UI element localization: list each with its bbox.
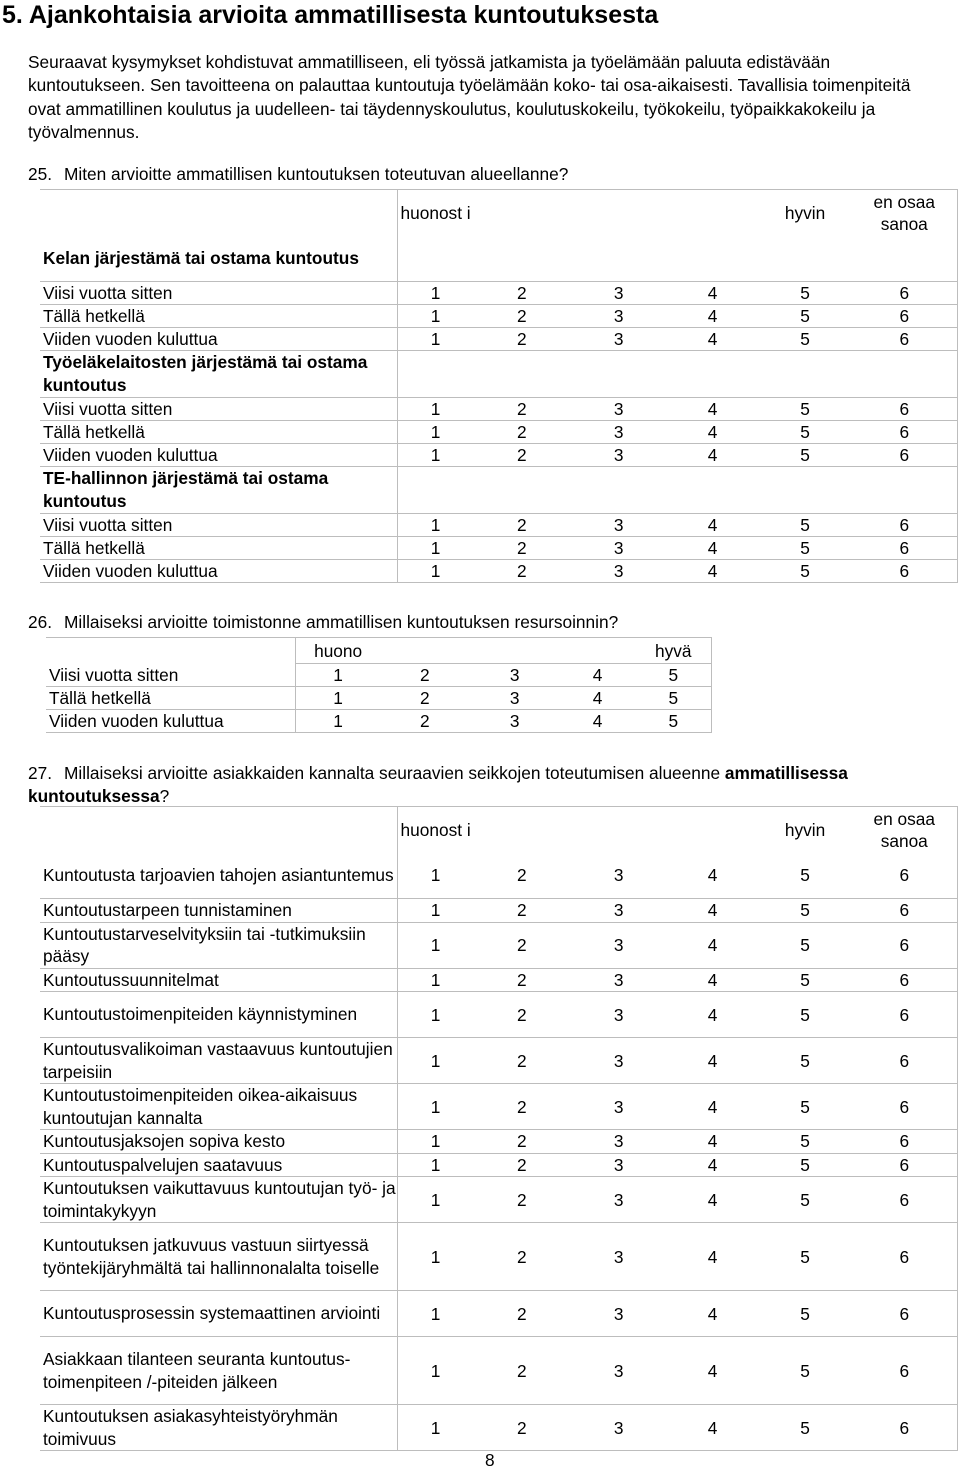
scale-mid-label: hyvin (784, 202, 826, 223)
scale-option: 2 (473, 444, 571, 467)
row-label: Kuntoutustoimenpiteiden käynnistyminen (40, 992, 398, 1038)
row-label: Kuntoutuksen asiakasyhteistyöryhmän toimivuus (40, 1405, 398, 1451)
scale-option: 4 (667, 1291, 759, 1337)
scale-option: 1 (398, 1177, 473, 1223)
scale-option: 5 (759, 514, 852, 537)
row-label: Viiden vuoden kuluttua (40, 328, 398, 351)
header-spacer (667, 190, 759, 236)
header-spacer (560, 638, 636, 664)
q25-answer-row (40, 282, 958, 305)
q27-answer-row (40, 1038, 958, 1084)
q27-answer-row (40, 1084, 958, 1130)
scale-option: 3 (571, 1405, 667, 1451)
header-spacer (571, 807, 667, 853)
q25-group-row (40, 351, 958, 398)
scale-option: 6 (852, 421, 958, 444)
scale-option: 6 (852, 1130, 958, 1154)
scale-option: 3 (571, 560, 667, 583)
scale-option: 2 (473, 1291, 571, 1337)
row-label: Tällä hetkellä (40, 537, 398, 560)
scale-option: 6 (852, 328, 958, 351)
question-number: 25. (28, 164, 53, 184)
q27-answer-row (40, 968, 958, 992)
scale-option: 5 (759, 282, 852, 305)
scale-option: 6 (852, 1038, 958, 1084)
scale-option: 5 (759, 560, 852, 583)
scale-option: 5 (759, 899, 852, 923)
scale-option: 5 (759, 444, 852, 467)
scale-option: 1 (398, 899, 473, 923)
scale-option: 6 (852, 1223, 958, 1291)
scale-option: 2 (380, 710, 470, 733)
scale-option: 3 (571, 282, 667, 305)
scale-option: 2 (473, 1130, 571, 1154)
row-label: Viisi vuotta sitten (46, 664, 296, 687)
scale-option: 6 (852, 282, 958, 305)
scale-option: 1 (398, 1130, 473, 1154)
scale-left-label: huonost i (400, 819, 471, 840)
scale-option: 3 (571, 853, 667, 899)
scale-option: 3 (571, 1153, 667, 1177)
scale-option: 3 (571, 1177, 667, 1223)
row-label: Tällä hetkellä (46, 687, 296, 710)
scale-option: 4 (667, 1038, 759, 1084)
scale-option: 1 (296, 687, 380, 710)
row-label: Kuntoutustoimenpiteiden oikea-aikaisuus kuntoutujan kannalta (40, 1084, 398, 1130)
scale-option: 1 (398, 1153, 473, 1177)
scale-option: 1 (398, 328, 473, 351)
scale-option: 2 (473, 922, 571, 968)
scale-option: 5 (759, 398, 852, 421)
q25-table (40, 189, 958, 583)
row-label: Tällä hetkellä (40, 305, 398, 328)
header-spacer (473, 190, 571, 236)
scale-option: 6 (852, 1405, 958, 1451)
q27-answer-row (40, 1177, 958, 1223)
scale-option: 2 (473, 1223, 571, 1291)
scale-option: 3 (571, 444, 667, 467)
row-label: Asiakkaan tilanteen seuranta kuntoutus-toimenpiteen /-piteiden jälkeen (40, 1337, 398, 1405)
header-spacer (40, 190, 398, 236)
q25-answer-row (40, 537, 958, 560)
scale-option: 2 (473, 992, 571, 1038)
scale-option: 6 (852, 853, 958, 899)
header-spacer (667, 807, 759, 853)
header-spacer (46, 638, 296, 664)
question-text: Millaiseksi arvioitte toimistonne ammatillisen kuntoutuksen resursoinnin? (64, 612, 619, 632)
scale-option: 3 (571, 305, 667, 328)
q25-header-row (40, 190, 958, 236)
scale-option: 5 (759, 328, 852, 351)
scale-option: 2 (473, 305, 571, 328)
question-25 (28, 163, 568, 186)
q25-group-row (40, 467, 958, 514)
scale-option: 5 (759, 992, 852, 1038)
scale-option: 4 (667, 560, 759, 583)
header-spacer (470, 638, 560, 664)
scale-option: 5 (759, 922, 852, 968)
scale-left-label: huono (296, 638, 380, 664)
scale-option: 4 (560, 687, 636, 710)
q27-answer-row (40, 1337, 958, 1405)
row-label: Viisi vuotta sitten (40, 282, 398, 305)
q25-answer-row (40, 560, 958, 583)
scale-option: 5 (636, 664, 712, 687)
scale-option: 3 (571, 992, 667, 1038)
scale-option: 5 (759, 1405, 852, 1451)
scale-option: 4 (667, 922, 759, 968)
q27-answer-row (40, 1153, 958, 1177)
question-text: Millaiseksi arvioitte asiakkaiden kannalta seuraavien seikkojen toteutumisen alueenne (64, 763, 721, 783)
q25-group-row (40, 236, 958, 282)
header-spacer (473, 807, 571, 853)
header-spacer (380, 638, 470, 664)
scale-option: 2 (473, 1153, 571, 1177)
scale-option: 1 (398, 444, 473, 467)
scale-option: 4 (667, 899, 759, 923)
scale-option: 6 (852, 1177, 958, 1223)
question-text-end: ? (159, 786, 170, 806)
scale-option: 6 (852, 1084, 958, 1130)
scale-option: 4 (560, 664, 636, 687)
q27-answer-row (40, 992, 958, 1038)
scale-option: 2 (473, 537, 571, 560)
q27-answer-row (40, 922, 958, 968)
scale-option: 1 (398, 853, 473, 899)
scale-option: 6 (852, 968, 958, 992)
scale-option: 6 (852, 514, 958, 537)
row-label: Kuntoutussuunnitelmat (40, 968, 398, 992)
scale-option: 2 (473, 1084, 571, 1130)
scale-option: 4 (667, 1337, 759, 1405)
q26-answer-row (46, 710, 712, 733)
scale-option: 1 (398, 968, 473, 992)
scale-option: 5 (759, 537, 852, 560)
q26-header-row (46, 638, 712, 664)
scale-option: 3 (571, 514, 667, 537)
scale-option: 4 (667, 1177, 759, 1223)
scale-option: 6 (852, 1291, 958, 1337)
scale-option: 1 (398, 1223, 473, 1291)
scale-option: 4 (667, 305, 759, 328)
q26-answer-row (46, 687, 712, 710)
scale-option: 4 (560, 710, 636, 733)
scale-option: 1 (398, 560, 473, 583)
header-spacer (40, 807, 398, 853)
scale-option: 5 (759, 1130, 852, 1154)
scale-option: 1 (398, 1405, 473, 1451)
q25-answer-row (40, 305, 958, 328)
scale-option: 5 (636, 710, 712, 733)
scale-right-label: hyvä (636, 638, 712, 664)
scale-option: 1 (398, 1291, 473, 1337)
scale-option: 3 (571, 968, 667, 992)
scale-option: 6 (852, 398, 958, 421)
scale-option: 2 (380, 664, 470, 687)
row-label: Kuntoutuspalvelujen saatavuus (40, 1153, 398, 1177)
row-label: Viisi vuotta sitten (40, 398, 398, 421)
scale-option: 4 (667, 514, 759, 537)
q27-header-row (40, 807, 958, 853)
scale-option: 5 (759, 1223, 852, 1291)
q27-answer-row (40, 1405, 958, 1451)
page-number: 8 (485, 1450, 495, 1470)
scale-option: 1 (296, 664, 380, 687)
scale-option: 3 (571, 1038, 667, 1084)
scale-option: 6 (852, 899, 958, 923)
scale-option: 4 (667, 398, 759, 421)
row-label: Kuntoutusvalikoiman vastaavuus kuntoutujien tarpeisiin (40, 1038, 398, 1084)
scale-option: 4 (667, 1084, 759, 1130)
scale-option: 4 (667, 282, 759, 305)
scale-option: 4 (667, 968, 759, 992)
scale-option: 4 (667, 444, 759, 467)
scale-option: 3 (571, 1084, 667, 1130)
scale-option: 2 (473, 514, 571, 537)
group-title: Työeläkelaitosten järjestämä tai ostama kuntoutus (40, 351, 398, 398)
scale-option: 4 (667, 537, 759, 560)
group-title: Kelan järjestämä tai ostama kuntoutus (40, 236, 398, 282)
scale-option: 1 (398, 1084, 473, 1130)
q27-table (40, 806, 958, 1451)
scale-option: 5 (759, 1084, 852, 1130)
row-label: Viiden vuoden kuluttua (40, 560, 398, 583)
q26-table (46, 637, 712, 733)
scale-option: 1 (398, 1337, 473, 1405)
scale-option: 4 (667, 1130, 759, 1154)
row-label: Kuntoutustarveselvityksiin tai -tutkimuksiin pääsy (40, 922, 398, 968)
scale-option: 2 (473, 1405, 571, 1451)
q27-answer-row (40, 853, 958, 899)
scale-option: 2 (473, 968, 571, 992)
question-number: 27. (28, 763, 53, 783)
question-text: Miten arvioitte ammatillisen kuntoutuksen toteutuvan alueellanne? (64, 164, 569, 184)
scale-option: 2 (473, 1337, 571, 1405)
group-spacer (398, 351, 958, 398)
scale-option: 2 (473, 560, 571, 583)
scale-option: 1 (398, 537, 473, 560)
scale-mid-label: hyvin (784, 819, 826, 840)
scale-option: 5 (759, 1337, 852, 1405)
row-label: Tällä hetkellä (40, 421, 398, 444)
scale-option: 2 (473, 853, 571, 899)
scale-option: 3 (571, 537, 667, 560)
row-label: Kuntoutuksen vaikuttavuus kuntoutujan työ- ja toimintakykyyn (40, 1177, 398, 1223)
scale-option: 5 (759, 853, 852, 899)
scale-option: 3 (470, 710, 560, 733)
row-label: Viisi vuotta sitten (40, 514, 398, 537)
scale-option: 4 (667, 421, 759, 444)
scale-right-label: en osaa sanoa (873, 808, 935, 851)
scale-option: 1 (398, 992, 473, 1038)
scale-option: 4 (667, 1405, 759, 1451)
row-label: Viiden vuoden kuluttua (46, 710, 296, 733)
q27-answer-row (40, 1130, 958, 1154)
scale-option: 3 (571, 421, 667, 444)
group-spacer (398, 236, 958, 282)
scale-option: 3 (571, 1291, 667, 1337)
row-label: Kuntoutusjaksojen sopiva kesto (40, 1130, 398, 1154)
question-26 (28, 611, 618, 634)
scale-option: 1 (398, 421, 473, 444)
group-spacer (398, 467, 958, 514)
row-label: Kuntoutusta tarjoavien tahojen asiantuntemus (40, 853, 398, 899)
scale-option: 3 (571, 398, 667, 421)
scale-option: 1 (398, 922, 473, 968)
scale-option: 3 (470, 664, 560, 687)
scale-option: 5 (759, 968, 852, 992)
row-label: Kuntoutuksen jatkuvuus vastuun siirtyessä työntekijäryhmältä tai hallinnonalalta toiselle (40, 1223, 398, 1291)
scale-option: 6 (852, 1153, 958, 1177)
question-number: 26. (28, 612, 53, 632)
scale-left-label: huonost i (400, 202, 471, 223)
scale-option: 5 (759, 1153, 852, 1177)
scale-option: 2 (473, 899, 571, 923)
scale-option: 3 (571, 899, 667, 923)
scale-option: 2 (473, 282, 571, 305)
section-title: 5. Ajankohtaisia arvioita ammatillisesta kuntoutuksesta (2, 1, 659, 29)
scale-option: 6 (852, 1337, 958, 1405)
group-title: TE-hallinnon järjestämä tai ostama kuntoutus (40, 467, 398, 514)
scale-option: 2 (380, 687, 470, 710)
scale-option: 1 (296, 710, 380, 733)
scale-option: 2 (473, 328, 571, 351)
scale-option: 1 (398, 398, 473, 421)
q25-answer-row (40, 421, 958, 444)
scale-option: 6 (852, 537, 958, 560)
scale-option: 6 (852, 560, 958, 583)
scale-option: 3 (571, 922, 667, 968)
q27-answer-row (40, 1223, 958, 1291)
scale-option: 5 (759, 1177, 852, 1223)
q26-answer-row (46, 664, 712, 687)
scale-option: 3 (571, 1337, 667, 1405)
scale-option: 1 (398, 305, 473, 328)
scale-option: 4 (667, 853, 759, 899)
scale-option: 6 (852, 444, 958, 467)
question-text-bold: ammatillisessa kuntoutuksessa (28, 763, 848, 806)
scale-option: 1 (398, 514, 473, 537)
scale-option: 3 (571, 328, 667, 351)
q25-answer-row (40, 514, 958, 537)
scale-option: 4 (667, 328, 759, 351)
q27-answer-row (40, 899, 958, 923)
scale-option: 4 (667, 1223, 759, 1291)
scale-option: 2 (473, 1038, 571, 1084)
scale-option: 2 (473, 421, 571, 444)
scale-option: 3 (571, 1223, 667, 1291)
scale-option: 4 (667, 992, 759, 1038)
scale-option: 1 (398, 282, 473, 305)
scale-option: 5 (759, 305, 852, 328)
q27-answer-row (40, 1291, 958, 1337)
q25-answer-row (40, 398, 958, 421)
intro-paragraph: Seuraavat kysymykset kohdistuvat ammatilliseen, eli työssä jatkamista ja työelämään paluuta edistävään kuntoutukseen. Sen tavoitteena on palauttaa kuntoutuja työelämään koko- tai osa-aikaisesti. Tavallisia toimenpiteitä ovat ammatillinen koulutus ja uudelleen- tai täydennyskoulutus, koulutuskokeilu, työkokeilu, työpaikkakokeilu ja työvalmennus. (28, 52, 911, 142)
q25-answer-row (40, 328, 958, 351)
scale-option: 1 (398, 1038, 473, 1084)
q25-answer-row (40, 444, 958, 467)
scale-option: 6 (852, 305, 958, 328)
scale-option: 5 (759, 1038, 852, 1084)
scale-option: 3 (571, 1130, 667, 1154)
scale-option: 2 (473, 398, 571, 421)
row-label: Kuntoutustarpeen tunnistaminen (40, 899, 398, 923)
scale-option: 2 (473, 1177, 571, 1223)
row-label: Kuntoutusprosessin systemaattinen arviointi (40, 1291, 398, 1337)
scale-option: 5 (759, 421, 852, 444)
scale-option: 6 (852, 992, 958, 1038)
scale-right-label: en osaa sanoa (873, 191, 935, 234)
scale-option: 5 (636, 687, 712, 710)
scale-option: 3 (470, 687, 560, 710)
question-27 (28, 762, 928, 808)
scale-option: 5 (759, 1291, 852, 1337)
row-label: Viiden vuoden kuluttua (40, 444, 398, 467)
scale-option: 6 (852, 922, 958, 968)
header-spacer (571, 190, 667, 236)
scale-option: 4 (667, 1153, 759, 1177)
